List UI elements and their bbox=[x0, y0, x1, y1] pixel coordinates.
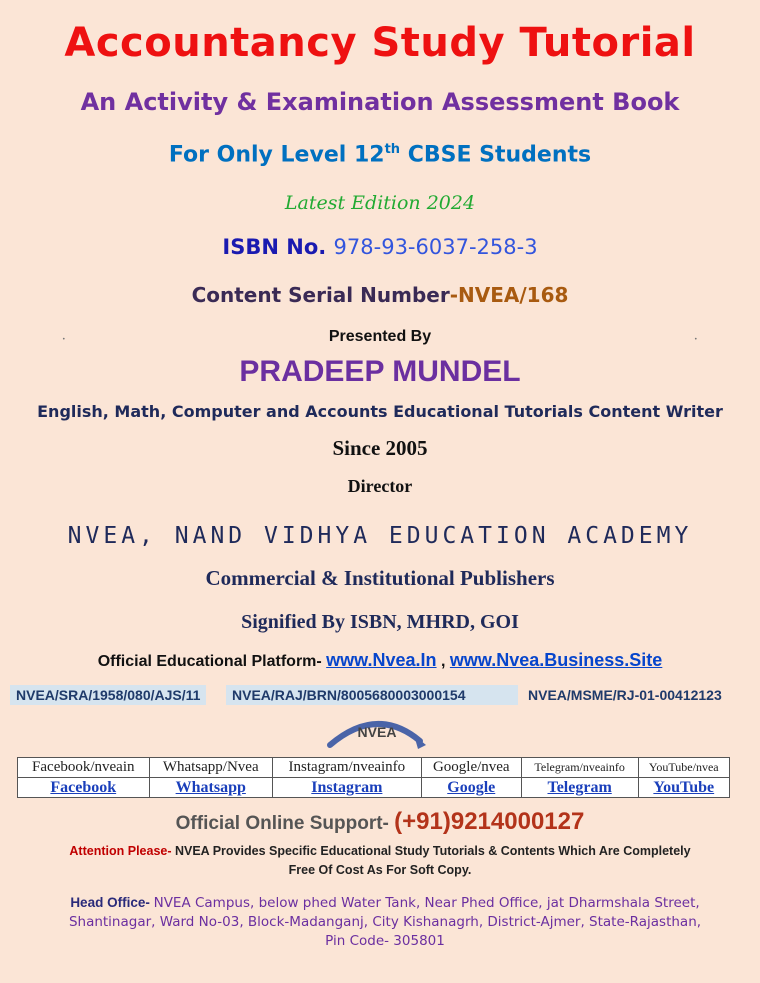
link-separator: , bbox=[436, 653, 450, 670]
whatsapp-handle: Whatsapp/Nvea bbox=[149, 758, 272, 778]
instagram-link[interactable]: Instagram bbox=[272, 778, 421, 798]
youtube-link[interactable]: YouTube bbox=[638, 778, 729, 798]
serial-line bbox=[0, 283, 760, 307]
logo-text: NVEA bbox=[357, 724, 397, 740]
facebook-handle: Facebook/nveain bbox=[18, 758, 150, 778]
attention-label: Attention Please- bbox=[69, 844, 175, 858]
book-subtitle: An Activity & Examination Assessment Book bbox=[80, 88, 680, 116]
telegram-link[interactable]: Telegram bbox=[521, 778, 638, 798]
decorative-dot: • bbox=[62, 336, 66, 343]
registration-brn: NVEA/RAJ/BRN/8005680003000154 bbox=[226, 685, 518, 705]
isbn-line bbox=[0, 235, 760, 259]
registration-sra: NVEA/SRA/1958/080/AJS/11 bbox=[10, 685, 206, 705]
registration-numbers bbox=[10, 685, 750, 705]
author-position: Director bbox=[347, 476, 413, 496]
book-title: Accountancy Study Tutorial bbox=[64, 20, 696, 66]
signified-by: Signified By ISBN, MHRD, GOI bbox=[241, 611, 519, 633]
google-link[interactable]: Google bbox=[421, 778, 521, 798]
isbn-value: 978-93-6037-258-3 bbox=[333, 235, 538, 259]
serial-label: Content Serial Number bbox=[191, 283, 450, 307]
google-handle: Google/nvea bbox=[421, 758, 521, 778]
telegram-handle: Telegram/nveainfo bbox=[521, 758, 638, 778]
presented-by: Presented By bbox=[328, 328, 432, 345]
social-links-row bbox=[18, 778, 730, 798]
nvea-business-link[interactable]: www.Nvea.Business.Site bbox=[449, 650, 663, 670]
level-prefix: For Only Level 12 bbox=[168, 142, 385, 168]
level-suffix: CBSE Students bbox=[400, 142, 592, 168]
target-level bbox=[0, 142, 760, 167]
level-sup: th bbox=[384, 142, 401, 157]
author-role: English, Math, Computer and Accounts Educational Tutorials Content Writer bbox=[37, 402, 723, 421]
isbn-label: ISBN No. bbox=[222, 235, 334, 259]
social-handles-row bbox=[18, 758, 730, 778]
publisher-type: Commercial & Institutional Publishers bbox=[205, 566, 555, 590]
attention-notice bbox=[60, 842, 700, 880]
facebook-link[interactable]: Facebook bbox=[18, 778, 150, 798]
arrow-head-icon bbox=[414, 735, 426, 749]
decorative-dot: • bbox=[694, 336, 698, 343]
social-media-table bbox=[17, 757, 730, 798]
edition-label: Latest Edition 2024 bbox=[284, 192, 476, 214]
head-office-label: Head Office- bbox=[70, 895, 154, 910]
youtube-handle: YouTube/nvea bbox=[638, 758, 729, 778]
online-support bbox=[0, 808, 760, 836]
attention-text: NVEA Provides Specific Educational Study Tutorials & Contents Which Are Completely Free Of Cost As For Soft Copy. bbox=[174, 844, 691, 877]
academy-name: NVEA, NAND VIDHYA EDUCATION ACADEMY bbox=[67, 523, 693, 549]
nvea-arrow-logo bbox=[322, 711, 432, 751]
since-year: Since 2005 bbox=[332, 436, 428, 460]
instagram-handle: Instagram/nveainfo bbox=[272, 758, 421, 778]
head-office-address: NVEA Campus, below phed Water Tank, Near Phed Office, jat Dharmshala Street, Shantinagar, Ward No-03, Block-Madanganj, City Kishanagrh, District-Ajmer, State-Rajasthan, Pin Code- 305801 bbox=[68, 895, 702, 949]
author-name: PRADEEP MUNDEL bbox=[239, 355, 521, 388]
head-office bbox=[60, 893, 710, 951]
platform-label: Official Educational Platform- bbox=[97, 653, 327, 670]
support-label: Official Online Support- bbox=[175, 813, 395, 834]
registration-msme: NVEA/MSME/RJ-01-00412123 bbox=[528, 687, 722, 703]
serial-value: -NVEA/168 bbox=[449, 283, 569, 307]
support-phone[interactable]: (+91)9214000127 bbox=[394, 808, 585, 835]
official-platform bbox=[0, 650, 760, 671]
nvea-in-link[interactable]: www.Nvea.In bbox=[326, 650, 437, 670]
whatsapp-link[interactable]: Whatsapp bbox=[149, 778, 272, 798]
